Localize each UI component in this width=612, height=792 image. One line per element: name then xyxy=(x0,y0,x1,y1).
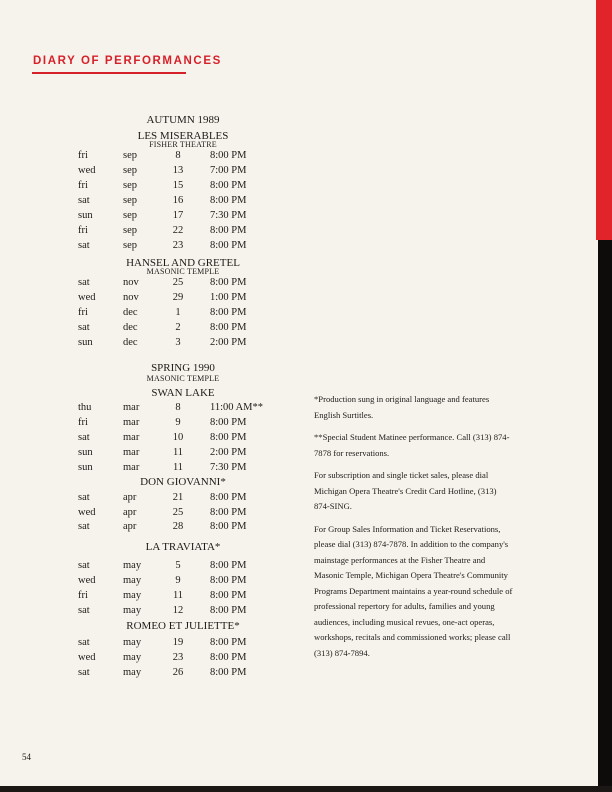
table-row xyxy=(78,575,318,589)
table-row xyxy=(78,240,318,254)
month-cell: may xyxy=(123,560,142,571)
month-cell: sep xyxy=(123,240,137,251)
time-cell: 8:00 PM xyxy=(210,195,247,206)
date-cell: 2 xyxy=(175,322,181,333)
date-cell: 25 xyxy=(172,277,184,288)
day-cell: sat xyxy=(78,432,90,443)
day-cell: wed xyxy=(78,292,96,303)
note-group-sales: For Group Sales Information and Ticket Reservations, please dial (313) 874-7878. In addition to the company's mainstage performances at the Fisher Theatre and Masonic Temple, Michigan Opera Theatre's Community Programs Department maintains a year-round schedule of professional repertory for adults, families and young audiences, including musical revues, one-act operas, workshops, recitals and commissioned works; please call (313) 874-7894. xyxy=(314,523,513,658)
month-cell: may xyxy=(123,652,142,663)
date-cell: 11 xyxy=(172,590,184,601)
month-cell: mar xyxy=(123,447,140,458)
black-edge-band xyxy=(598,240,612,792)
show-title-swan-lake: SWAN LAKE xyxy=(151,387,215,399)
season-autumn-1989: AUTUMN 1989 xyxy=(146,114,220,126)
time-cell: 8:00 PM xyxy=(210,590,247,601)
day-cell: sat xyxy=(78,667,90,678)
bottom-edge-band xyxy=(0,786,612,792)
month-cell: may xyxy=(123,590,142,601)
day-cell: fri xyxy=(78,307,88,318)
month-cell: sep xyxy=(123,225,137,236)
day-cell: sun xyxy=(78,447,93,458)
table-row xyxy=(78,560,318,574)
date-cell: 23 xyxy=(172,240,184,251)
month-cell: may xyxy=(123,667,142,678)
table-row xyxy=(78,210,318,224)
table-row xyxy=(78,667,318,681)
time-cell: 8:00 PM xyxy=(210,637,247,648)
date-cell: 29 xyxy=(172,292,184,303)
day-cell: fri xyxy=(78,225,88,236)
day-cell: thu xyxy=(78,402,92,413)
time-cell: 7:30 PM xyxy=(210,210,247,221)
time-cell: 8:00 PM xyxy=(210,322,247,333)
show-title-la-traviata: LA TRAVIATA* xyxy=(145,541,221,553)
heading-underline xyxy=(32,72,186,74)
time-cell: 8:00 PM xyxy=(210,417,247,428)
day-cell: fri xyxy=(78,150,88,161)
time-cell: 11:00 AM** xyxy=(210,402,263,413)
date-cell: 8 xyxy=(175,402,181,413)
time-cell: 8:00 PM xyxy=(210,240,247,251)
table-row xyxy=(78,447,318,461)
date-cell: 21 xyxy=(172,492,184,503)
date-cell: 8 xyxy=(175,150,181,161)
table-row xyxy=(78,652,318,666)
day-cell: sat xyxy=(78,240,90,251)
note-surtitles: *Production sung in original language and features English Surtitles. xyxy=(314,394,490,420)
table-row xyxy=(78,507,318,521)
time-cell: 8:00 PM xyxy=(210,667,247,678)
month-cell: sep xyxy=(123,180,137,191)
month-cell: may xyxy=(123,575,142,586)
date-cell: 22 xyxy=(172,225,184,236)
day-cell: sat xyxy=(78,637,90,648)
time-cell: 8:00 PM xyxy=(210,605,247,616)
show-title-romeo-et-juliette: ROMEO ET JULIETTE* xyxy=(126,620,240,632)
time-cell: 2:00 PM xyxy=(210,447,247,458)
red-edge-band xyxy=(596,0,612,240)
show-venue-les-miserables: FISHER THEATRE xyxy=(149,140,217,149)
date-cell: 3 xyxy=(175,337,181,348)
table-row xyxy=(78,307,318,321)
time-cell: 8:00 PM xyxy=(210,307,247,318)
day-cell: sat xyxy=(78,605,90,616)
date-cell: 26 xyxy=(172,667,184,678)
time-cell: 7:30 PM xyxy=(210,462,247,473)
date-cell: 9 xyxy=(175,575,181,586)
month-cell: sep xyxy=(123,150,137,161)
day-cell: fri xyxy=(78,180,88,191)
notes-column xyxy=(314,392,514,668)
day-cell: sun xyxy=(78,337,93,348)
time-cell: 8:00 PM xyxy=(210,521,247,532)
table-row xyxy=(78,637,318,651)
day-cell: sat xyxy=(78,322,90,333)
month-cell: dec xyxy=(123,337,138,348)
day-cell: sat xyxy=(78,277,90,288)
table-row xyxy=(78,277,318,291)
month-cell: may xyxy=(123,605,142,616)
date-cell: 25 xyxy=(172,507,184,518)
day-cell: wed xyxy=(78,575,96,586)
time-cell: 8:00 PM xyxy=(210,507,247,518)
date-cell: 12 xyxy=(172,605,184,616)
show-title-hansel-and-gretel: HANSEL AND GRETEL xyxy=(126,257,240,269)
show-title-don-giovanni: DON GIOVANNI* xyxy=(140,476,226,488)
time-cell: 1:00 PM xyxy=(210,292,247,303)
season-venue-spring-1990: MASONIC TEMPLE xyxy=(146,374,220,383)
table-row xyxy=(78,417,318,431)
date-cell: 19 xyxy=(172,637,184,648)
day-cell: wed xyxy=(78,165,96,176)
day-cell: wed xyxy=(78,507,96,518)
day-cell: sat xyxy=(78,492,90,503)
time-cell: 7:00 PM xyxy=(210,165,247,176)
table-row xyxy=(78,165,318,179)
show-venue-hansel-and-gretel: MASONIC TEMPLE xyxy=(146,267,220,276)
month-cell: dec xyxy=(123,322,138,333)
date-cell: 15 xyxy=(172,180,184,191)
month-cell: sep xyxy=(123,210,137,221)
time-cell: 8:00 PM xyxy=(210,180,247,191)
season-spring-1990: SPRING 1990 xyxy=(151,362,215,374)
month-cell: nov xyxy=(123,292,139,303)
date-cell: 11 xyxy=(172,462,184,473)
time-cell: 2:00 PM xyxy=(210,337,247,348)
month-cell: mar xyxy=(123,432,140,443)
date-cell: 28 xyxy=(172,521,184,532)
date-cell: 23 xyxy=(172,652,184,663)
day-cell: wed xyxy=(78,652,96,663)
day-cell: sun xyxy=(78,210,93,221)
time-cell: 8:00 PM xyxy=(210,560,247,571)
table-row xyxy=(78,225,318,239)
time-cell: 8:00 PM xyxy=(210,652,247,663)
table-row xyxy=(78,605,318,619)
time-cell: 8:00 PM xyxy=(210,150,247,161)
table-row xyxy=(78,521,318,535)
date-cell: 17 xyxy=(172,210,184,221)
month-cell: dec xyxy=(123,307,138,318)
day-cell: sun xyxy=(78,462,93,473)
month-cell: mar xyxy=(123,462,140,473)
time-cell: 8:00 PM xyxy=(210,277,247,288)
month-cell: mar xyxy=(123,417,140,428)
day-cell: fri xyxy=(78,590,88,601)
page-number: 54 xyxy=(22,752,31,762)
table-row xyxy=(78,492,318,506)
day-cell: fri xyxy=(78,417,88,428)
table-row xyxy=(78,292,318,306)
month-cell: apr xyxy=(123,492,137,503)
day-cell: sat xyxy=(78,521,90,532)
table-row xyxy=(78,180,318,194)
day-cell: sat xyxy=(78,560,90,571)
month-cell: may xyxy=(123,637,142,648)
day-cell: sat xyxy=(78,195,90,206)
table-row xyxy=(78,432,318,446)
show-title-les-miserables: LES MISERABLES xyxy=(137,130,229,142)
month-cell: sep xyxy=(123,165,137,176)
month-cell: apr xyxy=(123,521,137,532)
time-cell: 8:00 PM xyxy=(210,575,247,586)
table-row xyxy=(78,337,318,351)
month-cell: apr xyxy=(123,507,137,518)
table-row xyxy=(78,462,318,476)
date-cell: 1 xyxy=(175,307,181,318)
table-row xyxy=(78,150,318,164)
month-cell: nov xyxy=(123,277,139,288)
date-cell: 10 xyxy=(172,432,184,443)
month-cell: mar xyxy=(123,402,140,413)
note-student-matinee: **Special Student Matinee performance. Call (313) 874-7878 for reservations. xyxy=(314,432,510,458)
month-cell: sep xyxy=(123,195,137,206)
time-cell: 8:00 PM xyxy=(210,492,247,503)
date-cell: 16 xyxy=(172,195,184,206)
table-row xyxy=(78,590,318,604)
date-cell: 11 xyxy=(172,447,184,458)
table-row xyxy=(78,195,318,209)
time-cell: 8:00 PM xyxy=(210,225,247,236)
time-cell: 8:00 PM xyxy=(210,432,247,443)
table-row xyxy=(78,402,318,416)
page-heading: DIARY OF PERFORMANCES xyxy=(33,55,222,67)
date-cell: 13 xyxy=(172,165,184,176)
date-cell: 5 xyxy=(175,560,181,571)
note-ticket-sales: For subscription and single ticket sales, please dial Michigan Opera Theatre's Credit Card Hotline, (313) 874-SING. xyxy=(314,470,497,511)
date-cell: 9 xyxy=(175,417,181,428)
table-row xyxy=(78,322,318,336)
